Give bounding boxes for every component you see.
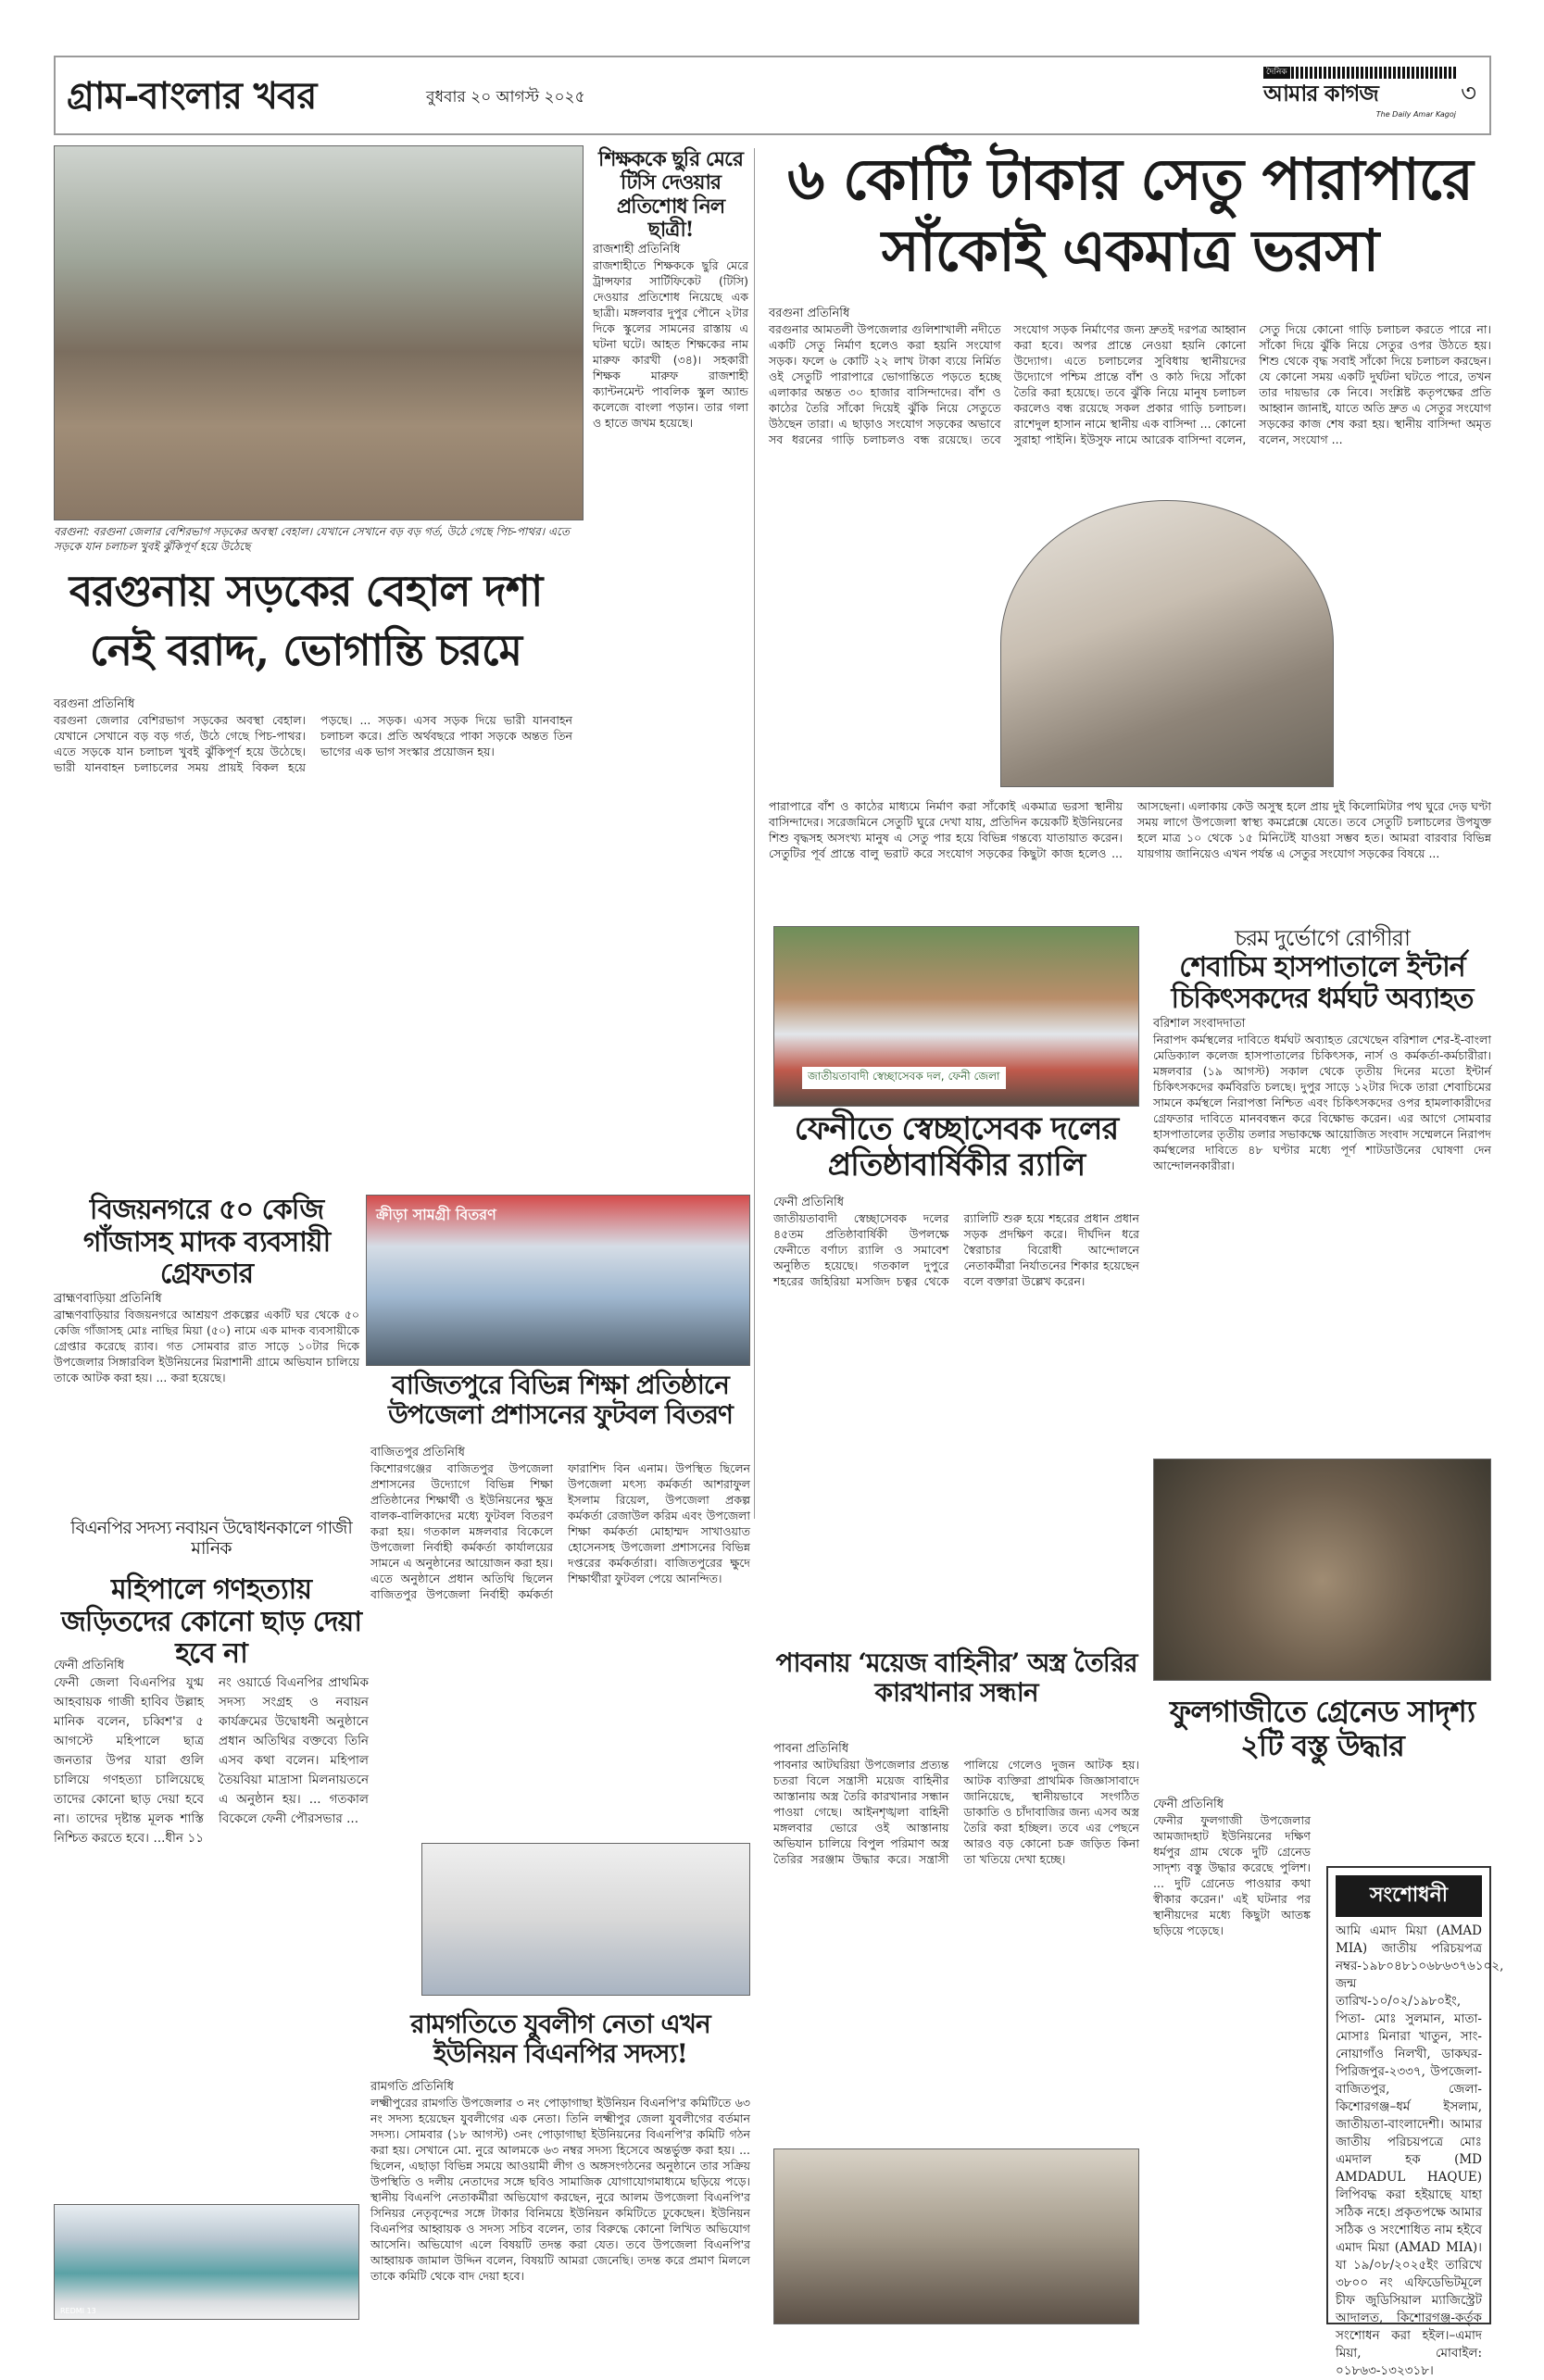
road-body: বরগুনা জেলার বেশিরভাগ সড়কের অবস্থা বেহাল। যেখানে সেখানে বড় বড় গর্ত, উঠে গেছে পিচ-পাথর। এতে সড়কে যান চলাচল খুবই ঝুঁকিপূর্ণ হয়ে উঠেছে। ভারী যানবাহন চলাচলের সময় প্রায়ই বিকল হয়ে পড়ছে। ... সড়ক। এসব সড়ক দিয়ে ভারী যানবাহন চলাচল করে। প্রতি অর্থবছরে পাকা সড়কে অন্তত তিন ভাগের এক ভাগ সংস্কার প্রয়োজন হয়। <box>54 713 572 774</box>
bajitpur-headline: বাজিতপুরে বিভিন্ন শিক্ষা প্রতিষ্ঠানে উপজেলা প্রশাসনের ফুটবল বিতরণ <box>388 1370 733 1431</box>
notice-body: আমি এমাদ মিয়া (AMAD MIA) জাতীয় পরিচয়পত্র নম্বর-১৯৮০৪৮১০৬৮৬৩৭৬১০২, জন্ম তারিখ-১০/০২/১৯৮০ইং, পিতা- মোঃ সুলমান, মাতা- মোসাঃ মিনারা খাতুন, সাং- নোয়াগাঁও নিলখী, ডাকঘর- পিরিজপুর-২৩৩৭, উপজেলা- বাজিতপুর, জেলা- কিশোরগঞ্জ–ধর্ম ইসলাম, জাতীয়তা-বাংলাদেশী। আমার জাতীয় পরিচয়পত্রে মোঃ এমদাল হক (MD AMDADUL HAQUE) লিপিবদ্ধ করা হইয়াছে যাহা সঠিক নহে। প্রকৃতপক্ষে আমার সঠিক ও সংশোধিত নাম হইবে এমাদ মিয়া (AMAD MIA)। যা ১৯/০৮/২০২৫ইং তারিখে ৩৮০০ নং এফিডেভিটমূলে চীফ জুডিসিয়াল ম্যাজিস্ট্রেট আদালত, কিশোরগঞ্জ-কর্তৃক সংশোধন করা হইল।–এমাদ মিয়া, মোবাইল: ০১৮৬৩-১৩২৩১৮। <box>1336 1923 1504 2378</box>
feni-rally-body: জাতীয়তাবাদী স্বেচ্ছাসেবক দলের ৪৫তম প্রতিষ্ঠাবার্ষিকী উপলক্ষে ফেনীতে বর্ণাঢ্য র‍্যালি ও সমাবেশ অনুষ্ঠিত হয়েছে। গতকাল দুপুরে শহরের জহিরিয়া মসজিদ চত্বর থেকে র‍্যালিটি শুরু হয়ে শহরের প্রধান প্রধান সড়ক প্রদক্ষিণ করে। দীর্ঘদিন ধরে স্বৈরাচার বিরোধী আন্দোলনে নেতাকর্মীরা নির্যাতনের শিকার হয়েছেন বলে বক্তারা উল্লেখ করেন। <box>773 1211 1139 1288</box>
grenade-byline: ফেনী প্রতিনিধি <box>1153 1798 1224 1811</box>
ramgati-article <box>370 2079 750 2283</box>
grenade-body: ফেনীর ফুলগাজী উপজেলার আমজাদহাট ইউনিয়নের দক্ষিণ ধর্মপুর গ্রাম থেকে দুটি গ্রেনেড সাদৃশ্য বস্তু উদ্ধার করেছে পুলিশ। ... দুটি গ্রেনেড পাওয়ার কথা স্বীকার করেন।' এই ঘটনার পর স্থানীয়দের মধ্যে কিছুটা আতঙ্ক ছড়িয়ে পড়েছে। <box>1153 1813 1311 1937</box>
bridge-headline-1: ৬ কোটি টাকার সেতু পারাপারে <box>787 145 1473 213</box>
ramgati-body: লক্ষ্মীপুরের রামগতি উপজেলার ৩ নং পোড়াগাছা ইউনিয়ন বিএনপি'র কমিটিতে ৬৩ নং সদস্য হয়েছেন যুবলীগের এক নেতা। তিনি লক্ষ্মীপুর জেলা যুবলীগের বর্তমান সদস্য। সোমবার (১৮ আগস্ট) ৩নং পোড়াগাছা ইউনিয়নের বিএনপি'র কমিটি গঠন করা হয়। সেখানে মো. নুরে আলমকে ৬৩ নম্বর সদস্য হিসেবে অন্তর্ভুক্ত করা হয়। ... ছিলেন, এছাড়া বিভিন্ন সময়ে আওয়ামী লীগ ও অঙ্গসংগঠনের অনুষ্ঠানে তার সক্রিয় উপস্থিতি ও দলীয় নেতাদের সঙ্গে ছবিও সামাজিক যোগাযোগমাধ্যমে ছড়িয়ে পড়ে। স্থানীয় বিএনপি নেতাকর্মীরা অভিযোগ করছেন, নুরে আলম উপজেলা বিএনপি'র সিনিয়র নেতৃবৃন্দের সঙ্গে টাকার বিনিময়ে ইউনিয়ন কমিটিতে ঢুকেছেন। ইউনিয়ন বিএনপির আহ্বায়ক ও সদস্য সচিব বলেন, তার বিরুদ্ধে কোনো লিখিত অভিযোগ আসেনি। অভিযোগ এলে বিষয়টি তদন্ত করা যেত। তবে উপজেলা বিএনপি'র আহ্বায়ক জামাল উদ্দিন বলেন, বিষয়টি আমরা জেনেছি। তদন্ত করে প্রমাণ মিললে তাকে কমিটি থেকে বাদ দেয়া হবে। <box>370 2096 750 2283</box>
grenade-photo <box>1153 1459 1491 1681</box>
bridge-body-lower: পারাপারে বাঁশ ও কাঠের মাধ্যমে নির্মাণ করা সাঁকোই একমাত্র ভরসা স্থানীয় বাসিন্দাদের। সরেজমিনে সেতুটি ঘুরে দেখা যায়, প্রতিদিন কয়েকটি ইউনিয়নের শিশু বৃদ্ধসহ অসংখ্য মানুষ এ সেতু পার হয়ে বিভিন্ন গন্তব্যে যাতায়াত করেন। সেতুটির পূর্ব প্রান্তে বালু ভরাট করে সংযোগ সড়কের কিছুটা কাজ হলেও ... আসছেনা। এলাকায় কেউ অসুস্থ হলে প্রায় দুই কিলোমিটার পথ ঘুরে দেড় ঘণ্টা সময় লাগে উপজেলা স্বাস্থ্য কমপ্লেক্সে যেতে। তবে সেতুটি চলাচলের উপযুক্ত হলে মাত্র ১০ থেকে ১৫ মিনিটেই যাওয়া সম্ভব হত। আমরা বারবার বিভিন্ন যায়গায় জানিয়েও এখন পর্যন্ত এ সেতুর সংযোগ সড়কের বিষয়ে ... <box>769 799 1491 860</box>
bajitpur-article <box>370 1445 750 1834</box>
road-article <box>54 696 572 1169</box>
hospital-article <box>1153 926 1491 1454</box>
rally-photo <box>773 926 1139 1107</box>
ganja-article <box>54 1195 359 1491</box>
road-headline-2: নেই বরাদ্দ, ভোগান্তি চরমে <box>89 625 522 675</box>
page-number: ৩ <box>1461 80 1476 107</box>
bajitpur-byline: বাজিতপুর প্রতিনিধি <box>370 1446 465 1459</box>
logo-name: আমার কাগজ <box>1263 80 1378 106</box>
hospital-byline: বরিশাল সংবাদদাতা <box>1153 1016 1246 1031</box>
mohipal-body: ফেনী জেলা বিএনপির যুগ্ম আহবায়ক গাজী হাবিব উল্লাহ মানিক বলেন, চব্বিশ'র ৫ আগস্টে মহিপালে ছাত্র জনতার উপর যারা গুলি চালিয়ে গণহত্যা চালিয়েছে তাদের কোনো ছাড় দেয়া হবে না। তাদের দৃষ্টান্ত মূলক শাস্তি নিশ্চিত করতে হবে। ...ধীন ১১ নং ওয়ার্ডে বিএনপির প্রাথমিক সদস্য সংগ্রহ ও নবায়ন কার্যক্রমের উদ্বোধনী অনুষ্ঠানে প্রধান অতিথির বক্তব্যে তিনি এসব কথা বলেন। মহিপাল তৈয়বিয়া মাদ্রাসা মিলনায়তনে এ অনুষ্ঠান হয়। ... গতকাল বিকেলে ফেনী পৌরসভার ... <box>54 1675 369 1846</box>
hospital-kicker: চরম দুর্ভোগে রোগীরা <box>1235 925 1410 951</box>
pabna-article <box>773 1741 1139 2139</box>
bajitpur-body: কিশোরগঞ্জের বাজিতপুর উপজেলা প্রশাসনের উদ্যোগে বিভিন্ন শিক্ষা প্রতিষ্ঠানের শিক্ষার্থী ও ইউনিয়নের ক্ষুদ্র বালক-বালিকাদের মধ্যে ফুটবল বিতরণ করা হয়। গতকাল মঙ্গলবার বিকেলে উপজেলা নির্বাহী কর্মকর্তা কার্যালয়ের সামনে এ অনুষ্ঠানের আয়োজন করা হয়। এতে অনুষ্ঠানে প্রধান অতিথি ছিলেন বাজিতপুর উপজেলা নির্বাহী কর্মকর্তা ফারাশিদ বিন এনাম। উপস্থিত ছিলেন উপজেলা মৎস্য কর্মকর্তা আশরাফুল ইসলাম রিয়েল, উপজেলা প্রকল্প কর্মকর্তা রেজাউল করিম এবং উপজেলা শিক্ষা কর্মকর্তা মোহাম্মদ সাখাওয়াত হোসেনসহ উপজেলা প্রশাসনের বিভিন্ন দপ্তরের কর্মকর্তারা। বাজিতপুরের ক্ষুদে শিক্ষার্থীরা ফুটবল পেয়ে আনন্দিত। <box>370 1461 750 1601</box>
teacher-body: রাজশাহীতে শিক্ষককে ছুরি মেরে ট্রান্সফার সার্টিফিকেট (টিসি) দেওয়ার প্রতিশোধ নিয়েছে এক ছাত্রী। মঙ্গলবার দুপুর পৌনে ২টার দিকে স্কুলের সামনের রাস্তায় এ ঘটনা ঘটে। আহত শিক্ষকের নাম মারুফ কারখী (৩৪)। সহকারী শিক্ষক মারুফ রাজশাহী ক্যান্টনমেন্ট পাবলিক স্কুল অ্যান্ড কলেজে বাংলা পড়ান। তার গলা ও হাতে জখম হয়েছে। <box>593 258 748 431</box>
teacher-byline: রাজশাহী প্রতিনিধি <box>593 243 681 257</box>
ganja-body: ব্রাহ্মণবাড়িয়ার বিজয়নগরে আশ্রয়ণ প্রকল্পের একটি ঘর থেকে ৫০ কেজি গাঁজাসহ মোঃ নাছির মিয়া (৫০) নামে এক মাদক ব্যবসায়ীকে গ্রেপ্তার করেছে র‍্যাব। গত সোমবার রাত সাড়ে ১০টার দিকে উপজেলার সিঙ্গারবিল ইউনিয়নের মিরাশানী গ্রামে অভিযান চালিয়ে তাকে আটক করা হয়। ... করা হয়েছে। <box>54 1307 359 1384</box>
document-photo <box>421 1843 750 1996</box>
notice-title: সংশোধনী <box>1336 1875 1482 1917</box>
bridge-article <box>769 306 1491 491</box>
section-title: গ্রাম-বাংলার খবর <box>67 74 317 118</box>
rally-banner-text: জাতীয়তাবাদী স্বেচ্ছাসেবক দল, ফেনী জেলা <box>802 1067 1006 1089</box>
grenade-headline: ফুলগাজীতে গ্রেনেড সাদৃশ্য ২টি বস্তু উদ্ধার <box>1169 1694 1475 1763</box>
pabna-body: পাবনার আটঘরিয়া উপজেলার প্রত্যন্ত চতরা বিলে সন্ত্রাসী ময়েজ বাহিনীর আস্তানায় অস্ত্র তৈরি কারখানার সন্ধান পাওয়া গেছে। আইনশৃঙ্খলা বাহিনী মঙ্গলবার ভোরে ওই আস্তানায় অভিযান চালিয়ে বিপুল পরিমাণ অস্ত্র তৈরির সরঞ্জাম উদ্ধার করে। সন্ত্রাসী পালিয়ে গেলেও দুজন আটক হয়। আটক ব্যক্তিরা প্রাথমিক জিজ্ঞাসাবাদে জানিয়েছে, স্থানীয়ভাবে সংগঠিত ডাকাতি ও চাঁদাবাজির জন্য এসব অস্ত্র তৈরি করা হচ্ছিল। তবে এর পেছনে আরও বড় কোনো চক্র জড়িত কিনা তা খতিয়ে দেখা হচ্ছে। <box>773 1758 1139 1866</box>
ganja-headline: বিজয়নগরে ৫০ কেজি গাঁজাসহ মাদক ব্যবসায়ী গ্রেফতার <box>82 1194 331 1290</box>
page-header <box>54 56 1491 135</box>
bridge-byline: বরগুনা প্রতিনিধি <box>769 307 850 320</box>
mohipal-article <box>54 1658 369 2199</box>
road-photo <box>54 145 584 520</box>
mohipal-kicker: বিএনপির সদস্য নবায়ন উদ্বোধনকালে গাজী মানিক <box>70 1518 352 1559</box>
sport-banner-text: ক্রীড়া সামগ্রী বিতরণ <box>376 1206 496 1223</box>
bridge-photo <box>1000 500 1334 787</box>
meeting-photo <box>54 2204 359 2320</box>
road-caption: বরগুনা: বরগুনা জেলার বেশিরভাগ সড়কের অবস্থা বেহাল। যেখানে সেখানে বড় বড় গর্ত, উঠে গেছে পিচ-পাথর। এতে সড়কে যান চলাচল খুবই ঝুঁকিপূর্ণ হয়ে উঠেছে <box>54 525 570 553</box>
teacher-article <box>593 148 748 982</box>
issue-date: বুধবার ২০ আগস্ট ২০২৫ <box>426 88 585 106</box>
correction-notice <box>1326 1866 1504 2378</box>
mohipal-byline: ফেনী প্রতিনিধি <box>54 1659 125 1672</box>
logo-english: The Daily Amar Kagoj <box>1375 110 1456 119</box>
road-headline-1: বরগুনায় সড়কের বেহাল দশা <box>69 566 543 616</box>
ramgati-headline: রামগতিতে যুবলীগ নেতা এখন ইউনিয়ন বিএনপির সদস্য! <box>410 2009 710 2070</box>
mohipal-headline: মহিপালে গণহত্যায় জড়িতদের কোনো ছাড় দেয়া হবে না <box>60 1573 362 1670</box>
column-divider <box>754 148 755 1519</box>
teacher-headline: শিক্ষককে ছুরি মেরে টিসি দেওয়ার প্রতিশোধ নিল ছাত্রী! <box>598 147 743 242</box>
logo-top-text: দৈনিক <box>1263 67 1290 79</box>
pabna-headline: পাবনায় ‘ময়েজ বাহিনীর’ অস্ত্র তৈরির কারখানার সন্ধান <box>775 1647 1137 1709</box>
arms-photo <box>773 2148 1139 2324</box>
newspaper-logo <box>1263 67 1476 128</box>
feni-rally-headline: ফেনীতে স্বেচ্ছাসেবক দলের প্রতিষ্ঠাবার্ষিকীর র‍্যালি <box>794 1110 1119 1184</box>
feni-rally-byline: ফেনী প্রতিনিধি <box>773 1196 845 1209</box>
hospital-headline: শেবাচিম হাসপাতালে ইন্টার্ন চিকিৎসকদের ধর্মঘট অব্যাহত <box>1171 950 1474 1016</box>
road-byline: বরগুনা প্রতিনিধি <box>54 697 135 711</box>
ganja-byline: ব্রাহ্মণবাড়িয়া প্রতিনিধি <box>54 1291 162 1306</box>
logo-skyline <box>1263 67 1458 79</box>
bridge-headline-2: সাঁকোই একমাত্র ভরসা <box>881 217 1379 284</box>
bridge-body: বরগুনার আমতলী উপজেলার গুলিশাখালী নদীতে একটি সেতু নির্মাণ হলেও করা হয়নি সংযোগ সড়ক। ফলে ৬ কোটি ২২ লাখ টাকা ব্যয়ে নির্মিত ওই সেতুটি পারাপারে ভোগান্তিতে পড়তে হচ্ছে এলাকার অন্তত ৩০ হাজার বাসিন্দাদের। বাঁশ ও কাঠের তৈরি সাঁকো দিয়েই ঝুঁকি নিয়ে সেতুতে উঠছেন তারা। এ ছাড়াও সংযোগ সড়কের অভাবে সব ধরনের গাড়ি চলাচলও বন্ধ রয়েছে। তবে সংযোগ সড়ক নির্মাণের জন্য দ্রুতই দরপত্র আহ্বান করা হবে। অপর প্রান্তে নেওয়া হয়নি কোনো উদ্যোগ। এতে চলাচলের সুবিধায় স্থানীয়দের উদ্যোগে পশ্চিম প্রান্তে বাঁশ ও কাঠ দিয়ে সাঁকো তৈরি করা হয়েছে। তবে ঝুঁকি নিয়ে মানুষ চলাচল করলেও বন্ধ রয়েছে সকল প্রকার গাড়ি চলাচল। রাশেদুল হাসান নামে স্থানীয় এক বাসিন্দা ... কোনো সুরাহা পাইনি। ইউসুফ নামে আরেক বাসিন্দা বলেন, সেতু দিয়ে কোনো গাড়ি চলাচল করতে পারে না। সাঁকো দিয়ে ঝুঁকি নিয়ে সেতুর ওপর উঠতে হয়। শিশু থেকে বৃদ্ধ সবাই সাঁকো দিয়ে চলাচল করছেন। যে কোনো সময় একটি দুর্ঘটনা ঘটতে পারে, তখন তার দায়ভার কে নিবে। সংশ্লিষ্ট কতৃপক্ষের প্রতি আহ্বান জানাই, যাতে অতি দ্রুত এ সেতুর সংযোগ সড়কের কাজ শেষ করা হয়। স্থানীয় বাসিন্দা অমৃত বলেন, সংযোগ ... <box>769 322 1491 446</box>
feni-rally-article <box>773 1195 1139 1630</box>
sport-photo <box>366 1195 750 1366</box>
ramgati-byline: রামগতি প্রতিনিধি <box>370 2080 454 2094</box>
hospital-body: নিরাপদ কর্মস্থলের দাবিতে ধর্মঘট অব্যাহত রেখেছেন বরিশাল শের-ই-বাংলা মেডিক্যাল কলেজ হাসপাতালের চিকিৎসক, নার্স ও কর্মকর্তা-কর্মচারীরা। মঙ্গলবার (১৯ আগস্ট) সকাল থেকে তৃতীয় দিনের মতো ইন্টার্ন চিকিৎসকদের কর্মবিরতি চলছে। দুপুর সাড়ে ১২টার দিকে তারা শেবাচিমের সামনে কর্মস্থলে নিরাপত্তা নিশ্চিত এবং চিকিৎসকদের ওপর হামলাকারীদের গ্রেফতার দাবিতে মানববন্ধন করে বিক্ষোভ করেন। এর আগে সোমবার হাসপাতালের তৃতীয় তলার সভাকক্ষে আয়োজিত সংবাদ সম্মেলনে নিরাপদ কর্মস্থলের দাবিতে ৪৮ ঘণ্টার মধ্যে পূর্ণ শাটডাউনের ঘোষণা দেন আন্দোলনকারীরা। <box>1153 1032 1491 1172</box>
pabna-byline: পাবনা প্রতিনিধি <box>773 1742 849 1756</box>
camera-tag: REDMI 13 <box>60 2307 96 2315</box>
